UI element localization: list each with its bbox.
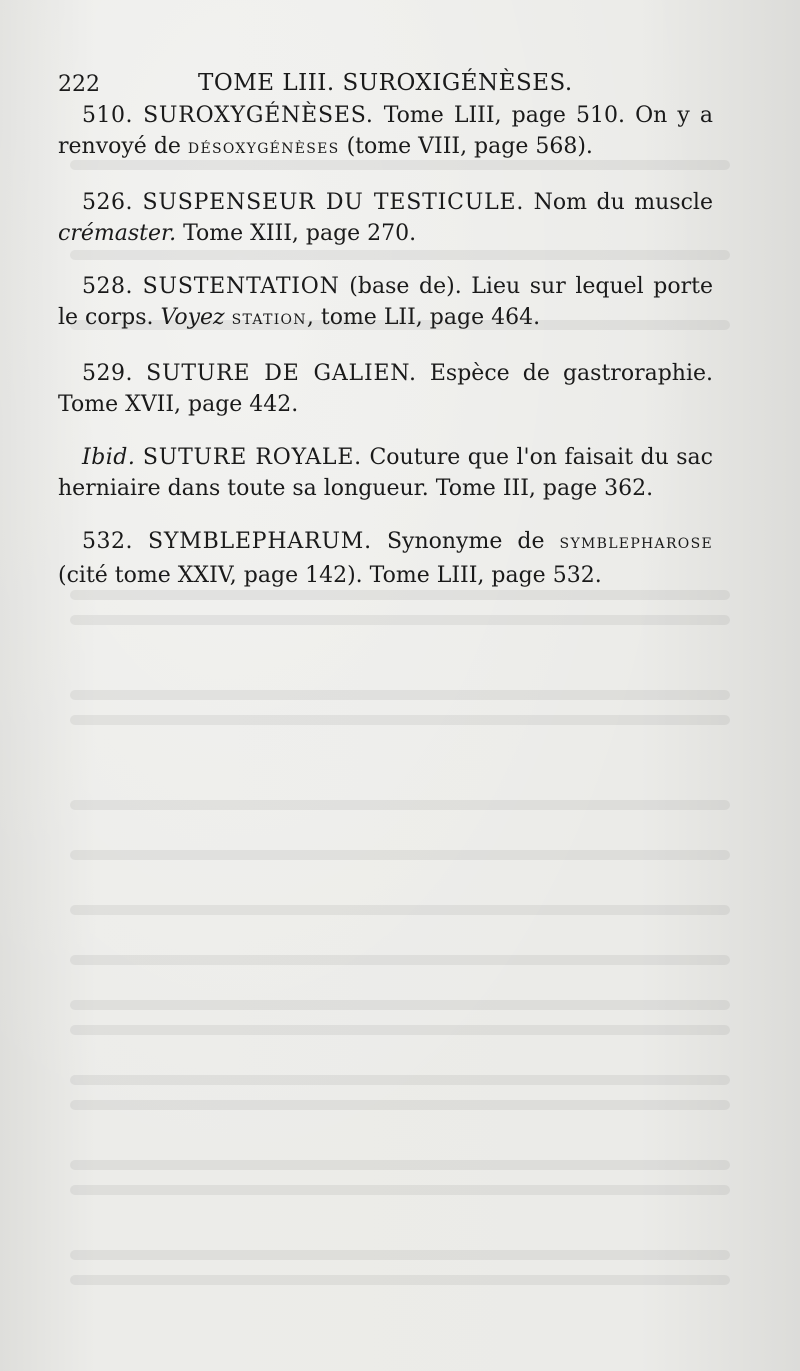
entry-text: Couture que l'on faisait du sac herniaire dans toute sa longueur. Tome III, page 362. <box>58 445 713 501</box>
show-through-line <box>70 850 730 860</box>
page-header <box>58 68 698 104</box>
entry-headword: SUROXYGÉNÈSES. <box>143 103 374 128</box>
entry <box>58 442 713 504</box>
entry-number: 529. <box>82 361 133 386</box>
entry-text: (cité tome XXIV, page 142). Tome LIII, page 532. <box>58 563 602 588</box>
cross-reference: DÉSOXYGÉNÈSES <box>187 141 340 157</box>
show-through-line <box>70 955 730 965</box>
show-through-line <box>70 905 730 915</box>
entry-text: Synonyme de <box>371 529 560 554</box>
show-through-line <box>70 800 730 810</box>
running-title: TOME LIII. SUROXIGÉNÈSES. <box>198 70 573 96</box>
cross-reference: STATION <box>231 312 307 328</box>
show-through-line <box>70 1275 730 1285</box>
entry-italic-term: Voyez <box>160 305 225 330</box>
entry-headword: SUSPENSEUR DU TESTICULE. <box>142 190 525 215</box>
entry <box>58 358 713 420</box>
entry-headword: SUTURE DE GALIEN. <box>146 361 417 386</box>
page-number: 222 <box>58 72 100 97</box>
entry-headword: SUSTENTATION <box>142 274 340 299</box>
entry-text: Espèce de gastroraphie. Tome XVII, page 442. <box>58 361 714 417</box>
entry-text: , tome LII, page 464. <box>306 305 541 330</box>
entry-number: 532. <box>82 529 133 554</box>
show-through-line <box>70 615 730 625</box>
entry <box>58 526 713 591</box>
entry <box>58 271 713 336</box>
entry-text: Nom du muscle <box>524 190 713 215</box>
entry-number: Ibid. <box>82 445 136 470</box>
entry-number: 510. <box>82 103 133 128</box>
entry-text: Tome XIII, page 270. <box>176 221 417 246</box>
entry-headword: SUTURE ROYALE. <box>142 445 362 470</box>
entry-text: (tome VIII, page 568). <box>339 134 593 159</box>
show-through-line <box>70 715 730 725</box>
show-through-line <box>70 690 730 700</box>
entry-text: Tome LIII, page 510. On y a renvoyé de <box>58 103 713 159</box>
show-through-line <box>70 1025 730 1035</box>
entry-number: 528. <box>82 274 133 299</box>
show-through-line <box>70 1185 730 1195</box>
entry-list <box>58 100 713 605</box>
entry-number: 526. <box>82 190 133 215</box>
show-through-line <box>70 1100 730 1110</box>
entry <box>58 187 713 249</box>
entry-headword: SYMBLEPHARUM. <box>148 529 372 554</box>
entry <box>58 100 713 165</box>
entry-italic-term: crémaster. <box>58 221 177 246</box>
show-through-line <box>70 1160 730 1170</box>
show-through-line <box>70 1075 730 1085</box>
cross-reference: SYMBLEPHAROSE <box>559 536 713 552</box>
entry-text: (base de). Lieu sur lequel porte le corps. <box>58 274 714 330</box>
show-through-line <box>70 1250 730 1260</box>
show-through-line <box>70 1000 730 1010</box>
